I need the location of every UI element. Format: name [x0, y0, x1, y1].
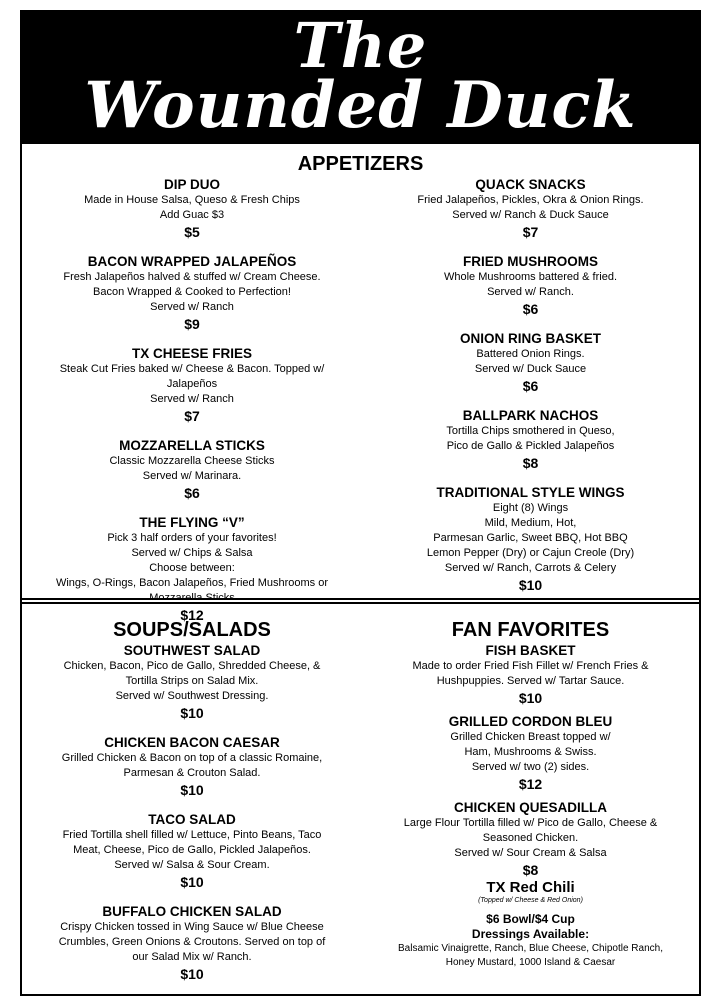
item-desc: Pick 3 half orders of your favorites! — [107, 532, 277, 544]
item-desc: Mild, Medium, Hot, — [484, 517, 577, 529]
menu-item — [22, 176, 362, 241]
menu-item — [362, 484, 699, 594]
menu-item — [362, 799, 699, 879]
item-desc: Fried Tortilla shell filled w/ Lettuce, Pinto Beans, Taco — [62, 829, 322, 841]
item-desc: Chicken, Bacon, Pico de Gallo, Shredded Cheese, & — [63, 660, 321, 672]
item-desc: Eight (8) Wings — [492, 502, 569, 514]
item-desc: Served w/ two (2) sides. — [471, 761, 590, 773]
item-desc: Whole Mushrooms battered & fried. — [443, 271, 618, 283]
appetizers-section — [22, 146, 699, 623]
item-name: TX Red Chili — [486, 879, 575, 896]
menu-item — [22, 437, 362, 502]
item-desc: Classic Mozzarella Cheese Sticks — [109, 455, 275, 467]
item-desc: Wings, O-Rings, Bacon Jalapeños, Fried Mushrooms or — [55, 577, 329, 589]
menu-frame — [20, 10, 701, 996]
item-price: $6 — [522, 301, 539, 317]
item-desc: Served w/ Ranch. — [487, 286, 574, 298]
menu-item — [22, 345, 362, 425]
dressings-list: Honey Mustard, 1000 Island & Caesar — [445, 957, 616, 968]
logo-line-1: The — [293, 9, 428, 82]
item-desc: Served w/ Ranch, Carrots & Celery — [444, 562, 617, 574]
item-desc: Served w/ Chips & Salsa — [131, 547, 253, 559]
item-desc: Meat, Cheese, Pico de Gallo, Pickled Jalapeños. — [73, 844, 311, 856]
item-price: $8 — [522, 455, 539, 471]
item-desc: Served w/ Ranch & Duck Sauce — [452, 209, 609, 221]
item-desc: Served w/ Duck Sauce — [474, 363, 587, 375]
item-name: CHICKEN QUESADILLA — [453, 800, 607, 815]
item-name: TACO SALAD — [148, 812, 236, 827]
logo-line-2: Wounded Duck — [84, 68, 637, 143]
item-desc: Parmesan Garlic, Sweet BBQ, Hot BBQ — [433, 532, 628, 544]
item-desc: Battered Onion Rings. — [476, 348, 585, 360]
item-name: BACON WRAPPED JALAPEÑOS — [87, 254, 297, 269]
item-desc: Served w/ Marinara. — [142, 470, 242, 482]
item-name: TX CHEESE FRIES — [131, 346, 253, 361]
item-desc: Crispy Chicken tossed in Wing Sauce w/ Blue Cheese — [60, 921, 324, 933]
item-desc: Steak Cut Fries baked w/ Cheese & Bacon. Topped w/ — [59, 363, 325, 375]
menu-item — [362, 642, 699, 707]
item-desc: Pico de Gallo & Pickled Jalapeños — [446, 440, 615, 452]
item-desc: Grilled Chicken Breast topped w/ — [450, 731, 611, 743]
menu-item — [362, 330, 699, 395]
item-price: $5 — [184, 224, 200, 240]
restaurant-logo — [22, 9, 699, 143]
item-desc: Tortilla Chips smothered in Queso, — [446, 425, 615, 437]
dressings-label: Dressings Available: — [471, 927, 590, 941]
item-name: ONION RING BASKET — [459, 331, 601, 346]
item-price: $10 — [518, 690, 543, 706]
item-price: $6 — [522, 378, 539, 394]
menu-item — [22, 811, 362, 891]
item-price: $7 — [522, 224, 539, 240]
soups-salads-column — [22, 618, 362, 983]
menu-item — [362, 176, 699, 241]
item-desc: Tortilla Strips on Salad Mix. — [125, 675, 259, 687]
appetizers-left-column — [22, 176, 362, 624]
banner — [22, 9, 699, 144]
item-name: QUACK SNACKS — [475, 177, 586, 192]
appetizers-heading: APPETIZERS — [297, 153, 424, 175]
item-desc: Parmesan & Crouton Salad. — [123, 767, 261, 779]
item-desc: Served w/ Ranch — [150, 301, 234, 313]
item-name: BALLPARK NACHOS — [462, 408, 599, 423]
item-desc: Add Guac $3 — [159, 209, 225, 221]
item-name: DIP DUO — [163, 177, 220, 192]
item-desc: Large Flour Tortilla filled w/ Pico de Gallo, Cheese & — [403, 817, 658, 829]
item-price: $12 — [518, 776, 543, 792]
item-desc: Served w/ Southwest Dressing. — [115, 690, 269, 702]
item-name: FRIED MUSHROOMS — [463, 254, 598, 269]
item-name: GRILLED CORDON BLEU — [448, 714, 613, 729]
item-price: $6 Bowl/$4 Cup — [486, 912, 575, 926]
menu-item — [362, 407, 699, 472]
menu-item — [362, 253, 699, 318]
item-name: SOUTHWEST SALAD — [123, 643, 261, 658]
item-desc: Fresh Jalapeños halved & stuffed w/ Cream Cheese. — [63, 271, 321, 283]
item-desc: Jalapeños — [166, 378, 218, 390]
item-desc: Seasoned Chicken. — [482, 832, 579, 844]
item-desc: Lemon Pepper (Dry) or Cajun Creole (Dry) — [426, 547, 635, 559]
item-name: MOZZARELLA STICKS — [119, 438, 265, 453]
item-price: $10 — [180, 705, 204, 721]
item-desc: Crumbles, Green Onions & Croutons. Served on top of — [58, 936, 326, 948]
menu-item — [22, 903, 362, 983]
appetizers-right-column — [362, 176, 699, 594]
item-desc: Hushpuppies. Served w/ Tartar Sauce. — [436, 675, 625, 687]
item-desc: Made to order Fried Fish Fillet w/ French Fries & — [412, 660, 649, 672]
item-desc: Choose between: — [149, 562, 235, 574]
item-price: $10 — [180, 782, 204, 798]
item-price: $12 — [180, 607, 204, 623]
item-price: $6 — [184, 485, 200, 501]
item-desc: Served w/ Sour Cream & Salsa — [454, 847, 607, 859]
chili-item — [362, 879, 699, 970]
item-price: $8 — [522, 862, 539, 878]
item-price: $7 — [184, 408, 200, 424]
menu-item — [22, 734, 362, 799]
item-desc: Made in House Salsa, Queso & Fresh Chips — [84, 194, 300, 206]
dressings-list: Balsamic Vinaigrette, Ranch, Blue Cheese, Chipotle Ranch, — [398, 943, 663, 954]
menu-item — [22, 642, 362, 722]
item-note: (Topped w/ Cheese & Red Onion) — [478, 897, 583, 904]
fan-favorites-heading: FAN FAVORITES — [451, 619, 610, 641]
item-desc: Served w/ Ranch — [150, 393, 234, 405]
item-name: CHICKEN BACON CAESAR — [104, 735, 280, 750]
item-name: TRADITIONAL STYLE WINGS — [436, 485, 625, 500]
fan-favorites-column — [362, 618, 699, 970]
item-desc: Bacon Wrapped & Cooked to Perfection! — [93, 286, 291, 298]
menu-item — [362, 713, 699, 793]
item-price: $9 — [184, 316, 200, 332]
item-name: THE FLYING “V” — [139, 515, 245, 530]
item-desc: our Salad Mix w/ Ranch. — [132, 951, 252, 963]
item-name: FISH BASKET — [485, 643, 576, 658]
menu-item — [22, 253, 362, 333]
item-price: $10 — [518, 577, 543, 593]
item-desc: Fried Jalapeños, Pickles, Okra & Onion Rings. — [417, 194, 644, 206]
item-desc: Ham, Mushrooms & Swiss. — [464, 746, 597, 758]
item-name: BUFFALO CHICKEN SALAD — [102, 904, 282, 919]
item-price: $10 — [180, 966, 204, 982]
item-desc: Served w/ Salsa & Sour Cream. — [114, 859, 270, 871]
item-price: $10 — [180, 874, 204, 890]
item-desc: Grilled Chicken & Bacon on top of a classic Romaine, — [61, 752, 323, 764]
lower-section — [22, 604, 699, 996]
soups-salads-heading: SOUPS/SALADS — [113, 619, 271, 641]
